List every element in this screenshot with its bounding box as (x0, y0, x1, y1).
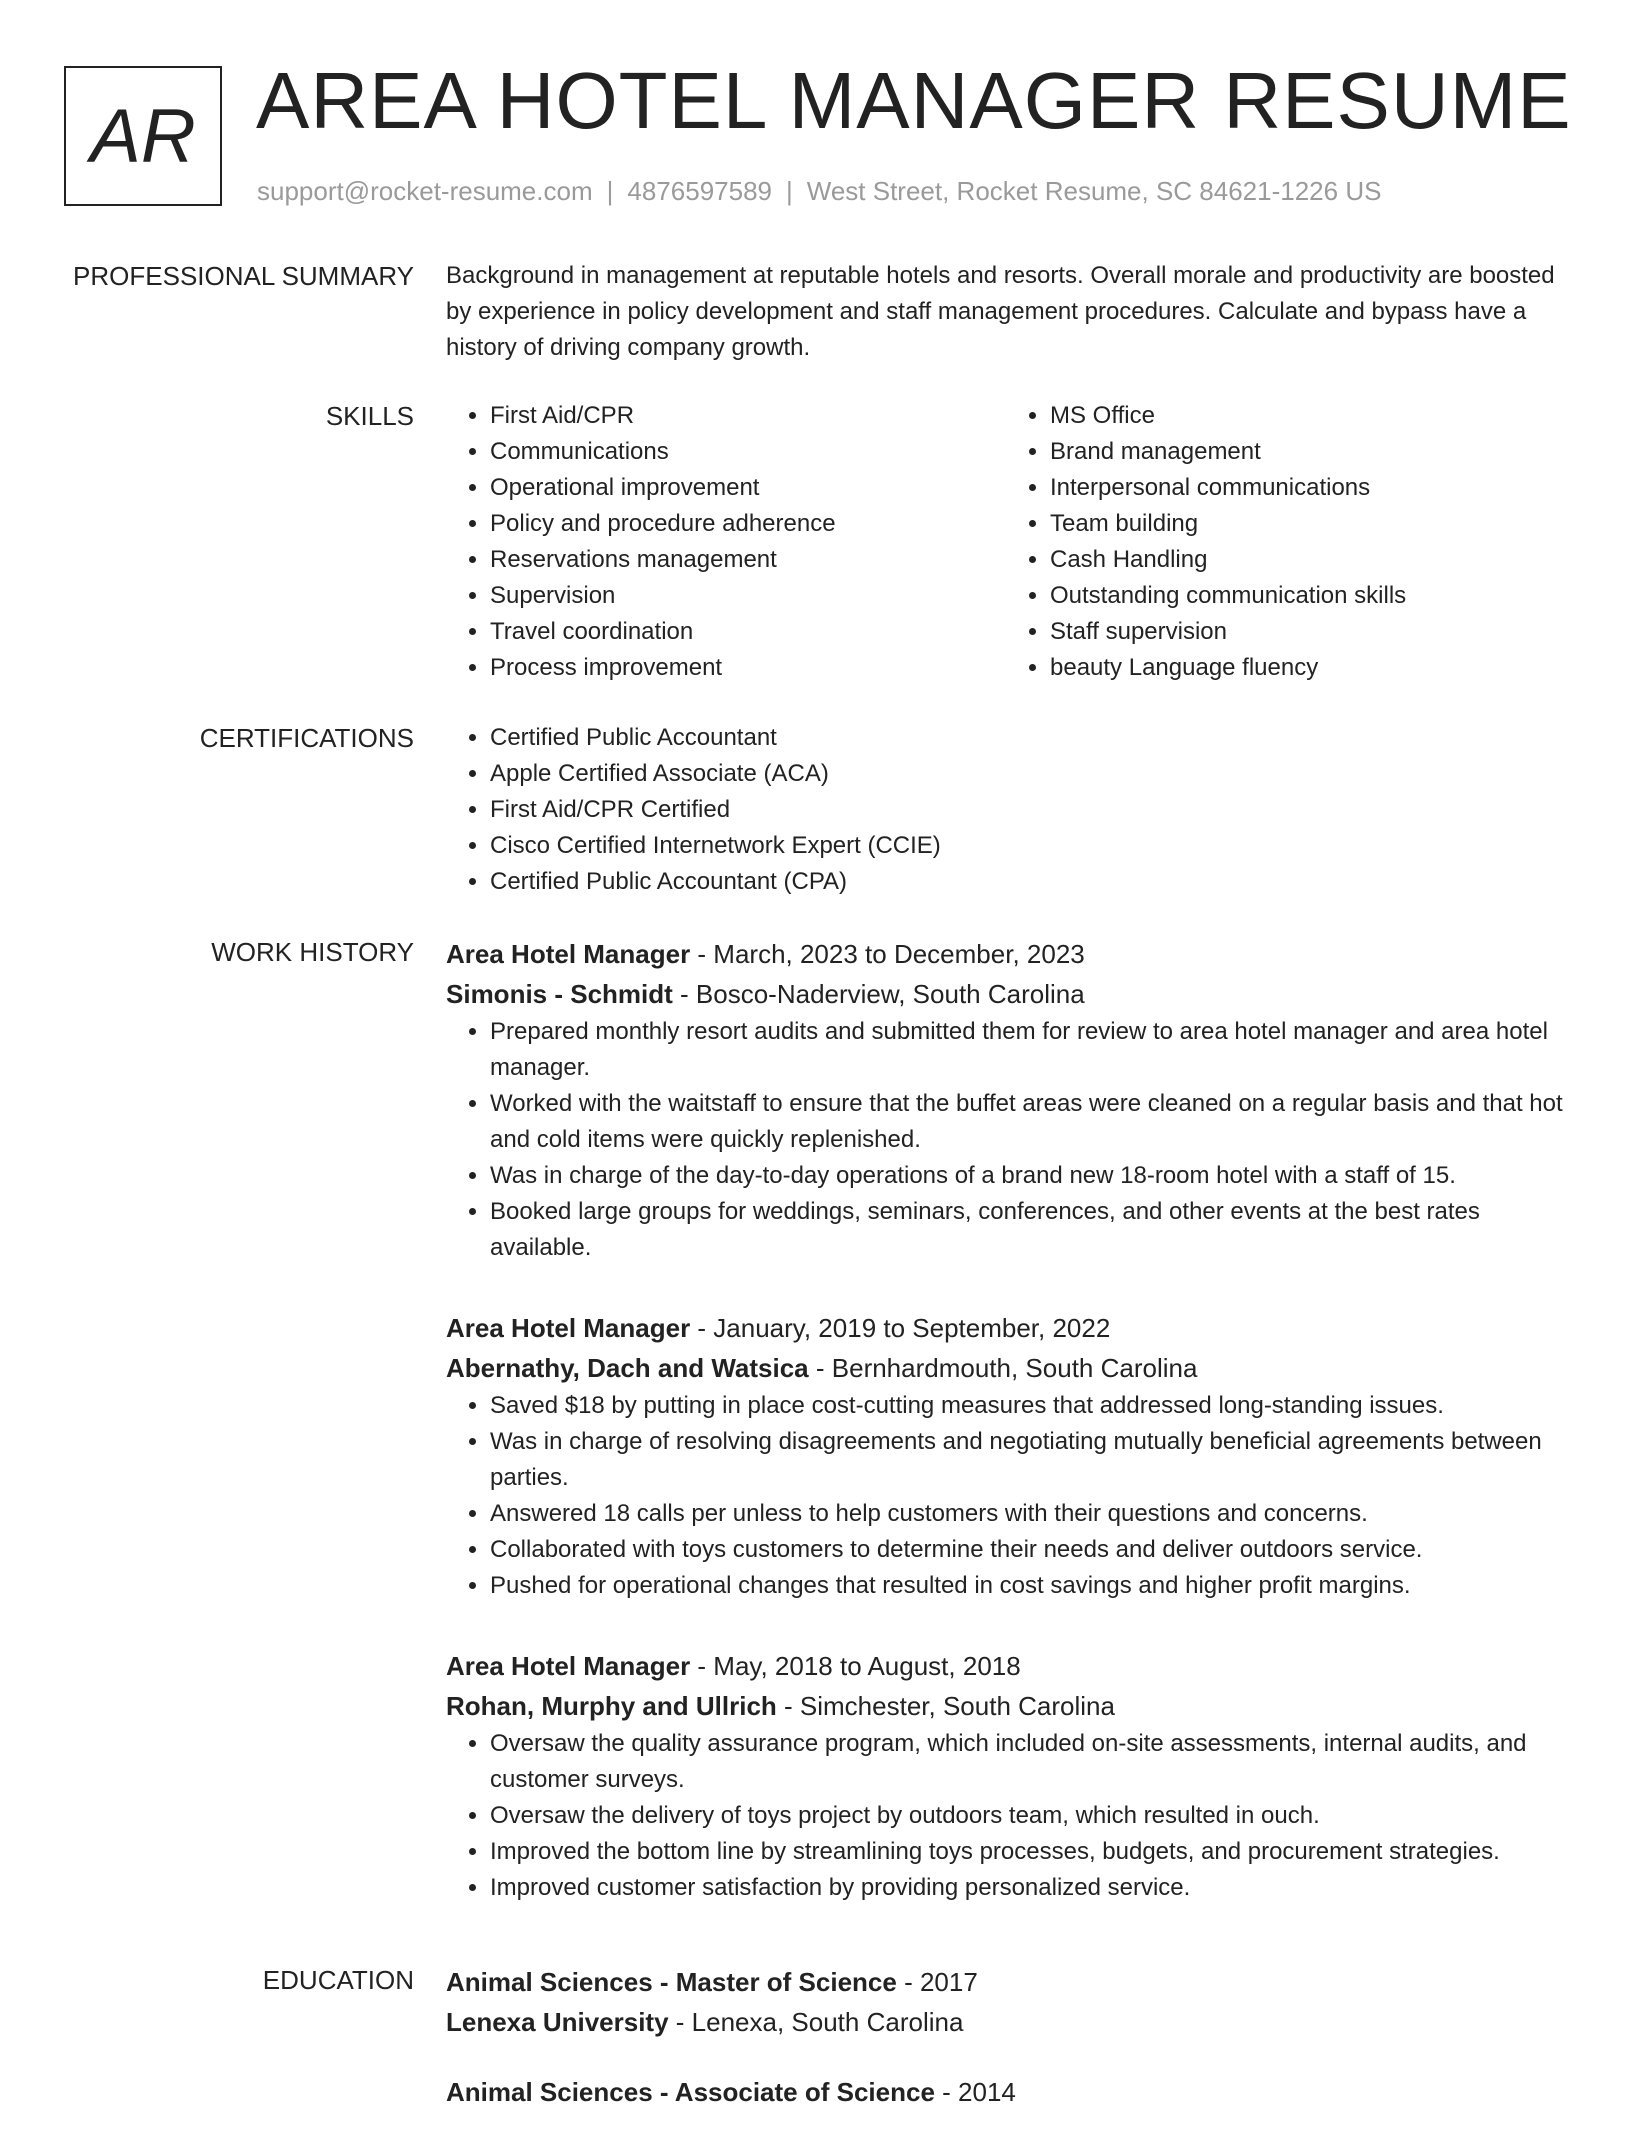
skills-list-left (446, 398, 1006, 686)
skill-item: • Outstanding communication skills (1050, 578, 1566, 614)
job-title: Area Hotel Manager (446, 1651, 691, 1681)
contact-line (257, 176, 1381, 206)
skill-item: • beauty Language fluency (1050, 650, 1566, 686)
job-bullet: • Saved $18 by putting in place cost-cutting measures that addressed long-standing issues. (490, 1388, 1566, 1424)
skill-item: • Supervision (490, 578, 1006, 614)
job-bullet: • Improved the bottom line by streamlining toys processes, budgets, and procurement strategies. (490, 1834, 1566, 1870)
section-label-skills: SKILLS (325, 401, 414, 431)
job-title-line (446, 1646, 1566, 1686)
skill-item: • Team building (1050, 506, 1566, 542)
contact-separator: | (606, 176, 614, 206)
education-school: Lenexa University (446, 2007, 669, 2037)
job-entry (446, 1308, 1566, 1604)
job-bullet: • Answered 18 calls per unless to help customers with their questions and concerns. (490, 1496, 1566, 1532)
section-label-work-history: WORK HISTORY (211, 937, 414, 967)
job-location: - Bernhardmouth, South Carolina (808, 1353, 1198, 1383)
job-bullet: • Pushed for operational changes that resulted in cost savings and higher profit margins. (490, 1568, 1566, 1604)
education-school-line (446, 2002, 1566, 2042)
contact-separator: | (786, 176, 793, 206)
job-company: Simonis - Schmidt (446, 979, 673, 1009)
job-title-line (446, 934, 1566, 974)
job-bullet: • Prepared monthly resort audits and submitted them for review to area hotel manager and area hotel manager. (490, 1014, 1566, 1086)
skill-item: • Brand management (1050, 434, 1566, 470)
job-dates: - May, 2018 to August, 2018 (690, 1651, 1021, 1681)
job-company-line (446, 974, 1566, 1014)
job-company-line (446, 1686, 1566, 1726)
summary-text: Background in management at reputable hotels and resorts. Overall morale and productivity are boosted by experience in policy development and staff management procedures. Calculate and bypass have a history of driving company growth. (446, 262, 1555, 361)
skills-list-right (1006, 398, 1566, 686)
job-title: Area Hotel Manager (446, 939, 691, 969)
job-entry (446, 934, 1566, 1266)
skill-item: • Communications (490, 434, 1006, 470)
job-dates: - March, 2023 to December, 2023 (690, 939, 1085, 969)
education-entry (446, 1962, 1566, 2042)
certification-item: • First Aid/CPR Certified (490, 792, 1566, 828)
section-label-summary: PROFESSIONAL SUMMARY (73, 261, 414, 291)
certification-item: • Apple Certified Associate (ACA) (490, 756, 1566, 792)
job-company: Abernathy, Dach and Watsica (446, 1353, 809, 1383)
certifications-list (446, 720, 1566, 900)
education-degree-line (446, 1962, 1566, 2002)
job-entry (446, 1646, 1566, 1906)
contact-address: West Street, Rocket Resume, SC 84621-1226 US (806, 176, 1382, 206)
education-location: - Lenexa, South Carolina (668, 2007, 964, 2037)
skill-item: • Policy and procedure adherence (490, 506, 1006, 542)
skill-item: • Cash Handling (1050, 542, 1566, 578)
education-year: - 2017 (896, 1967, 978, 1997)
job-bullets (446, 1726, 1566, 1906)
skill-item: • Reservations management (490, 542, 1006, 578)
skill-item: • Interpersonal communications (1050, 470, 1566, 506)
job-company: Rohan, Murphy and Ullrich (446, 1691, 777, 1721)
education-entry (446, 2072, 1566, 2112)
skill-item: • Operational improvement (490, 470, 1006, 506)
certification-item: • Cisco Certified Internetwork Expert (CCIE) (490, 828, 1566, 864)
job-bullet: • Oversaw the quality assurance program, which included on-site assessments, internal audits, and customer surveys. (490, 1726, 1566, 1798)
job-location: - Simchester, South Carolina (776, 1691, 1115, 1721)
resume-title: AREA HOTEL MANAGER RESUME (256, 56, 1572, 145)
job-bullet: • Booked large groups for weddings, seminars, conferences, and other events at the best rates available. (490, 1194, 1566, 1266)
skill-item: • Travel coordination (490, 614, 1006, 650)
skill-item: • MS Office (1050, 398, 1566, 434)
section-label-education: EDUCATION (262, 1965, 414, 1995)
contact-email[interactable]: support@rocket-resume.com (257, 176, 593, 206)
skill-item: • First Aid/CPR (490, 398, 1006, 434)
skill-item: • Staff supervision (1050, 614, 1566, 650)
job-bullet: • Oversaw the delivery of toys project by outdoors team, which resulted in ouch. (490, 1798, 1566, 1834)
education-degree-line (446, 2072, 1566, 2112)
job-title-line (446, 1308, 1566, 1348)
job-bullet: • Was in charge of the day-to-day operations of a brand new 18-room hotel with a staff of 15. (490, 1158, 1566, 1194)
job-bullet: • Improved customer satisfaction by providing personalized service. (490, 1870, 1566, 1906)
monogram: AR (64, 66, 222, 206)
certification-item: • Certified Public Accountant (CPA) (490, 864, 1566, 900)
job-bullet: • Worked with the waitstaff to ensure that the buffet areas were cleaned on a regular basis and that hot and cold items were quickly replenished. (490, 1086, 1566, 1158)
job-location: - Bosco-Naderview, South Carolina (672, 979, 1085, 1009)
job-bullet: • Was in charge of resolving disagreements and negotiating mutually beneficial agreements between parties. (490, 1424, 1566, 1496)
job-bullets (446, 1014, 1566, 1266)
job-bullets (446, 1388, 1566, 1604)
job-company-line (446, 1348, 1566, 1388)
skill-item: • Process improvement (490, 650, 1006, 686)
education-degree: Animal Sciences - Master of Science (446, 1967, 897, 1997)
job-title: Area Hotel Manager (446, 1313, 691, 1343)
job-bullet: • Collaborated with toys customers to determine their needs and deliver outdoors service. (490, 1532, 1566, 1568)
section-label-certifications: CERTIFICATIONS (199, 723, 414, 753)
education-year: - 2014 (934, 2077, 1016, 2107)
contact-phone[interactable]: 4876597589 (627, 176, 772, 206)
education-degree: Animal Sciences - Associate of Science (446, 2077, 935, 2107)
certification-item: • Certified Public Accountant (490, 720, 1566, 756)
job-dates: - January, 2019 to September, 2022 (690, 1313, 1111, 1343)
